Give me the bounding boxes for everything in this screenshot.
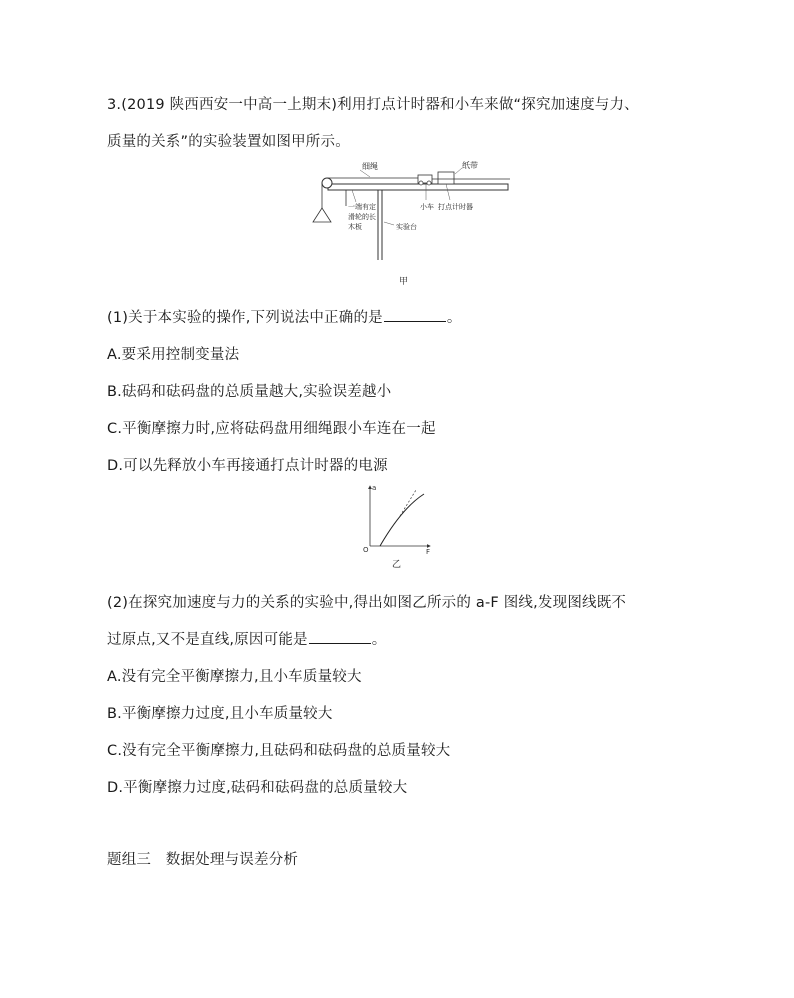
part1-stem-text: (1)关于本实验的操作,下列说法中正确的是 bbox=[107, 310, 383, 326]
part1-stem-end: 。 bbox=[446, 310, 462, 326]
part1-option-b: B.砝码和砝码盘的总质量越大,实验误差越小 bbox=[107, 384, 392, 400]
figure-graph bbox=[358, 480, 438, 570]
label-tape: 纸带 bbox=[462, 161, 478, 170]
label-table: 实验台 bbox=[396, 223, 417, 231]
figure-apparatus bbox=[300, 160, 515, 290]
label-board-2: 滑轮的长 bbox=[348, 213, 376, 221]
apparatus-diagram bbox=[300, 160, 515, 260]
timer bbox=[438, 172, 454, 184]
part2-option-c: C.没有完全平衡摩擦力,且砝码和砝码盘的总质量较大 bbox=[107, 743, 451, 759]
x-axis-label: F bbox=[426, 548, 431, 556]
part1-option-d: D.可以先释放小车再接通打点计时器的电源 bbox=[107, 458, 388, 474]
label-board-3: 木板 bbox=[348, 223, 362, 231]
part2-option-a: A.没有完全平衡摩擦力,且小车质量较大 bbox=[107, 669, 362, 685]
label-timer: 打点计时器 bbox=[438, 203, 473, 211]
label-cart: 小车 bbox=[420, 203, 434, 211]
label-board bbox=[348, 202, 376, 232]
label-board-1: 一端有定 bbox=[348, 203, 376, 211]
part2-option-d: D.平衡摩擦力过度,砝码和砝码盘的总质量较大 bbox=[107, 780, 408, 796]
figure-yi-caption: 乙 bbox=[392, 560, 402, 570]
dashed-extension bbox=[400, 490, 416, 516]
part2-option-b: B.平衡摩擦力过度,且小车质量较大 bbox=[107, 706, 333, 722]
part2-stem-line-1: (2)在探究加速度与力的关系的实验中,得出如图乙所示的 a-F 图线,发现图线既不 bbox=[107, 595, 627, 611]
y-axis-label: a bbox=[372, 484, 377, 492]
part1-option-c: C.平衡摩擦力时,应将砝码盘用细绳跟小车连在一起 bbox=[107, 421, 436, 437]
long-board bbox=[328, 184, 508, 190]
part1-option-a: A.要采用控制变量法 bbox=[107, 347, 240, 363]
part2-stem-text: 过原点,又不是直线,原因可能是 bbox=[107, 632, 308, 648]
part2-stem-end: 。 bbox=[371, 632, 387, 648]
weight-pan bbox=[313, 208, 331, 222]
figure-jia-caption: 甲 bbox=[399, 277, 409, 287]
origin-label: O bbox=[363, 546, 369, 554]
question-line-2: 质量的关系”的实验装置如图甲所示。 bbox=[107, 134, 350, 150]
af-curve bbox=[380, 494, 424, 546]
section-title: 题组三 数据处理与误差分析 bbox=[107, 852, 299, 868]
question-line-1: 3.(2019 陕西西安一中高一上期末)利用打点计时器和小车来做“探究加速度与力、 bbox=[107, 97, 639, 113]
part1-answer-blank bbox=[384, 307, 446, 322]
part1-stem bbox=[107, 306, 462, 327]
af-graph bbox=[358, 480, 438, 560]
label-rope: 细绳 bbox=[362, 162, 378, 171]
pulley bbox=[322, 178, 332, 188]
part2-stem-line-2 bbox=[107, 628, 386, 649]
part2-answer-blank bbox=[309, 629, 371, 644]
